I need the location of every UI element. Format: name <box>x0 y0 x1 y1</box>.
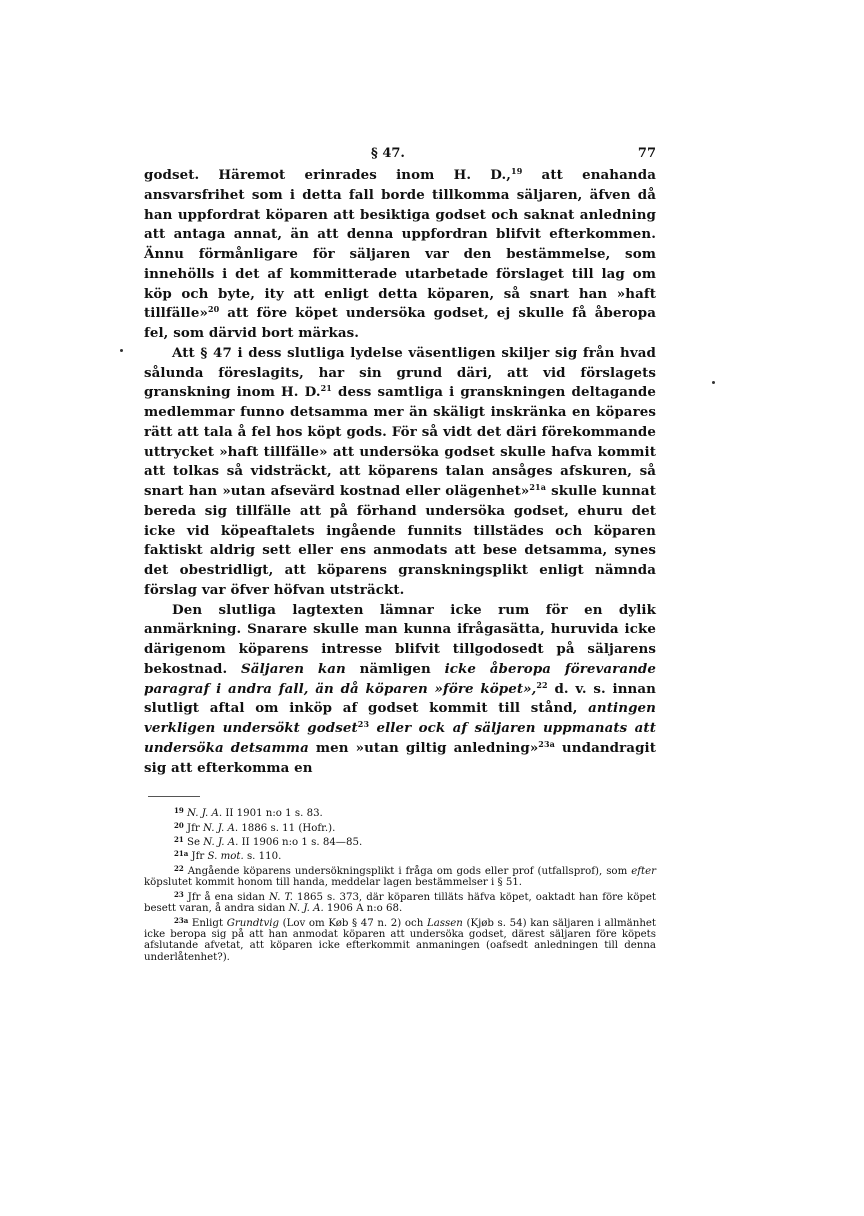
footnote-text: (Lov om Køb § 47 n. 2) och <box>278 917 427 929</box>
footnote-citation: N. J. A. <box>288 903 324 915</box>
footnote <box>144 848 656 862</box>
footnote-text: (Kjøb s. 54) kan säljaren i allmänhet icke beropa sig på att han anmodat köparen att undersöka godset, därest säljaren före köpets afslutande afvetat, att köparen icke efterkommit anmaningen (oafsedt anledningen till denna underlåtenhet?). <box>144 917 656 963</box>
emphasis: antingen verkligen undersökt godset <box>144 700 656 736</box>
footnote-text: Angående köparens undersökningsplikt i fråga om gods eller prof (utfallsprof), som <box>187 865 632 877</box>
footnote-text: Jfr å ena sidan <box>187 891 269 903</box>
footnote-text: köpslutet kommit honom till handa, meddelar lagen bestämmelser i § 51. <box>144 877 523 889</box>
footnote-text: 1886 s. 11 (Hofr.). <box>238 822 336 834</box>
footnote-text: Jfr <box>187 822 203 834</box>
footnote-text: 1865 s. 373, där köparen tilläts häfva köpet, oaktadt han före köpet besett varan, å andra sidan <box>144 891 656 915</box>
footnote-text: II 1906 n:o 1 s. 84—85. <box>238 837 363 849</box>
footnote-citation: efter <box>631 865 656 877</box>
scan-speck <box>120 349 123 352</box>
footnote-text: II 1901 n:o 1 s. 83. <box>222 808 323 820</box>
footnote-citation: S. mot. <box>207 851 244 863</box>
footnote-divider <box>148 796 200 797</box>
footnote-ref: 23 <box>357 719 370 729</box>
main-text <box>144 166 656 778</box>
running-header <box>144 140 656 166</box>
page-number: 77 <box>637 146 656 161</box>
footnote-text: 1906 A n:o 68. <box>323 903 403 915</box>
footnote-citation: N. J. A. <box>202 822 239 834</box>
footnote-citation: Grundtvig <box>226 917 279 929</box>
footnote <box>144 889 656 915</box>
paragraph-3: Den slutliga lagtexten lämnar icke rum för en dylik anmärkning. Snarare skulle man kunna ifrågasätta, huruvida icke därigenom köparens intresse blifvit tillgodosedt på säljarens bekostnad. Säljaren kan nämligen icke åberopa förevarande paragraf i andra fall, än då köparen »före köpet»,$^{22}$ d. v. s. innan slutligt aftal om inköp af godset kommit till stånd, antingen verkligen undersökt godset$^{23}$ eller ock af säljaren uppmanats att undersöka detsamma men »utan giltig anledning»$^{23a}$ undandragit sig att efterkomma en <box>144 601 657 776</box>
section-heading: § 47. <box>371 146 405 161</box>
footnote-number: 21 <box>174 835 184 845</box>
footnote <box>144 915 656 964</box>
book-page <box>144 140 656 963</box>
footnote-ref: 23a <box>538 738 555 749</box>
emphasis: Säljaren kan <box>241 660 346 677</box>
footnote-number: 22 <box>174 863 184 873</box>
footnote-number: 23 <box>174 889 184 899</box>
footnote-ref: 20 <box>207 304 220 315</box>
footnote-ref: 21a <box>529 482 546 492</box>
emphasis: icke åberopa förevarande paragraf i andra fall, än då köparen »före köpet», <box>144 660 657 697</box>
footnote-citation: N. J. A. <box>203 837 239 849</box>
footnote <box>144 805 656 819</box>
footnote <box>144 820 656 834</box>
footnote-ref: 22 <box>536 679 548 690</box>
footnote-ref: 21 <box>320 383 332 394</box>
footnote-text: Enligt <box>191 917 227 929</box>
footnote-number: 21a <box>174 849 189 859</box>
footnote-ref: 19 <box>511 166 523 176</box>
paragraph-2: Att § 47 i dess slutliga lydelse väsentligen skiljer sig från hvad sålunda föreslagits, har sin grund däri, att vid förslagets granskning inom H. D.$^{21}$ dess samtliga i granskningen deltagande medlemmar funno detsamma mer än skäligt inskränka en köpares rätt att tala å fel hos köpt gods. För så vidt det däri förekommande uttrycket »haft tillfälle» att undersöka godset skulle hafva kommit att tolkas så vidsträckt, att köparens talan ansåges afskuren, så snart han »utan afsevärd kostnad eller olägenhet»$^{21a}$ skulle kunnat bereda sig tillfälle att på förhand undersöka godset, ehuru det icke vid köpeaftalets ingående funnits tillstädes och köparen faktiskt aldrig sett eller ens anmodats att bese detsamma, synes det obestridligt, att köparens granskningsplikt enligt nämnda förslag var öfver höfvan utsträckt. <box>144 344 657 598</box>
footnote-number: 19 <box>174 806 184 816</box>
footnote-text: Se <box>187 837 204 849</box>
footnote-number: 23a <box>174 915 189 925</box>
footnote-text: Jfr <box>191 851 208 863</box>
footnote-citation: N. T. <box>268 891 294 903</box>
footnote-citation: Lassen <box>426 917 463 929</box>
footnotes <box>144 805 656 963</box>
footnote <box>144 863 656 889</box>
scan-speck <box>712 381 715 384</box>
footnote-text: s. 110. <box>243 851 282 863</box>
emphasis: eller ock af säljaren uppmanats att undersöka detsamma <box>144 720 657 756</box>
footnote <box>144 834 656 848</box>
footnote-citation: N. J. A. <box>187 808 223 820</box>
paragraph-1: godset. Häremot erinrades inom H. D.,$^{19}$ att enahanda ansvarsfrihet som i detta fall borde tillkomma säljaren, äfven då han uppfordrat köparen att besiktiga godset och saknat anledning att antaga annat, än att denna uppfordran blifvit efterkommen. Ännu förmånligare för säljaren var den bestämmelse, som innehölls i det af kommitterade utarbetade förslaget till lag om köp och byte, ity att enligt detta köparen, så snart han »haft tillfälle»$^{20}$ att före köpet undersöka godset, ej skulle få åberopa fel, som därvid bort märkas. <box>144 166 656 341</box>
footnote-number: 20 <box>174 820 184 830</box>
